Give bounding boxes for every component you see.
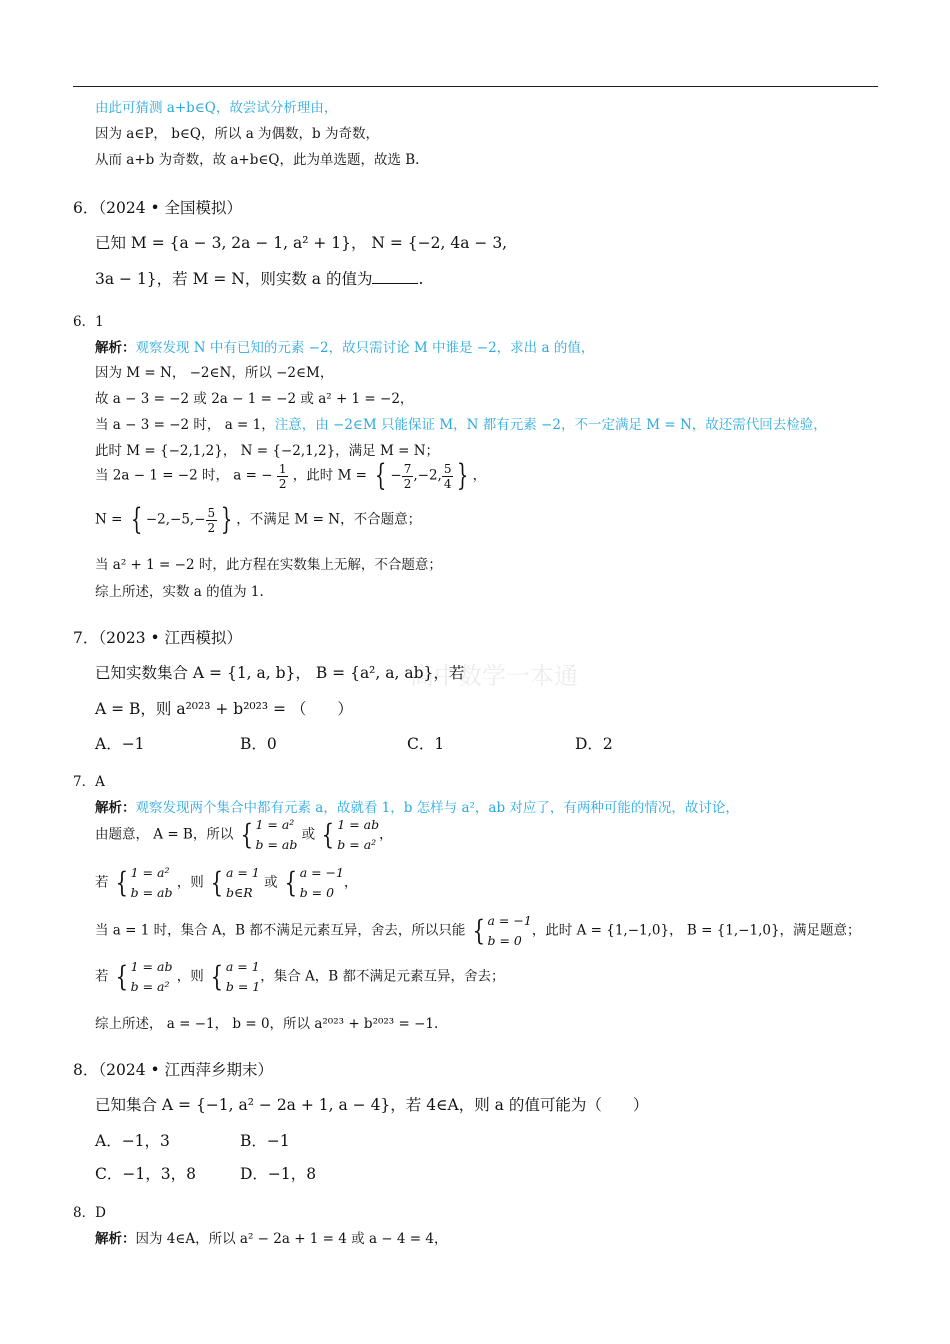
q7-analysis-hint: 观察发现两个集合中都有元素 a，故就看 1，b 怎样与 a²，ab 对应了，有两种可能的情况，故讨论， <box>135 800 739 816</box>
q7-answer: 7．A <box>73 774 105 790</box>
q7-stem-2: A = B，则 a²⁰²³ + b²⁰²³ = （ ） <box>95 700 353 718</box>
q6-answer: 6．1 <box>73 314 104 330</box>
q6-step-5-text-b: ，此时 M = <box>292 467 367 484</box>
q7-step-5: 综上所述， a = −1， b = 0，所以 a²⁰²³ + b²⁰²³ = −1. <box>95 1016 439 1032</box>
q6-stem-1: 已知 M = {a − 3, 2a − 1, a² + 1}， N = {−2, 4a − 3, <box>95 234 508 252</box>
intro-line-3: 从而 a+b 为奇数，故 a+b∈Q，此为单选题，故选 B. <box>95 152 420 168</box>
q6-step-5-text: 当 2a − 1 = −2 时， a = − <box>95 467 273 484</box>
q6-step-6-text: N = <box>95 511 123 528</box>
q7-header: 7．（2023 • 江西模拟） <box>73 629 243 647</box>
q7-system: 1 = ab b = a² <box>337 817 380 852</box>
q7-step-3: 当 a = 1 时，集合 A，B 都不满足元素互异，舍去，所以只能 { a = −1 b = 0，此时 A = {1,−1,0}， B = {1,−1,0}，满足题意； <box>95 911 861 951</box>
q7-stem-1: 已知实数集合 A = {1, a, b}， B = {a², a, ab}，若 <box>95 664 465 682</box>
intro-line-1: 由此可猜测 a+b∈Q，故尝试分析理由， <box>95 100 338 116</box>
q6-step-3-text: 当 a − 3 = −2 时， a = 1， <box>95 417 275 433</box>
q8-analysis-label: 解析： <box>95 1231 136 1247</box>
q7-step-4: 若 { 1 = ab b = a² ，则 { a = 1 b = 1，集合 A，B 都不满足元素互异，舍去； <box>95 957 505 997</box>
q6-fraction: $\frac{7}{2}$ <box>403 461 412 491</box>
q6-fraction: $\frac{1}{2}$ <box>278 461 287 491</box>
q6-step-2: 故 a − 3 = −2 或 2a − 1 = −2 或 a² + 1 = −2， <box>95 391 414 407</box>
q7-step-1: 由题意， A = B，所以 { 1 = a² b = ab 或 { 1 = ab b = a²， <box>95 815 393 855</box>
header-rule <box>73 86 878 87</box>
q6-step-3 <box>95 413 827 433</box>
q8-answer: 8．D <box>73 1205 106 1221</box>
q6-fraction: $\frac{5}{4}$ <box>443 461 452 491</box>
q6-step-3-note: 注意，由 −2∈M 只能保证 M，N 都有元素 −2，不一定满足 M = N，故还需代回去检验， <box>274 417 827 433</box>
q7-system: 1 = a² b = ab <box>255 817 298 852</box>
q6-analysis-hint: 观察发现 N 中有已知的元素 −2，故只需讨论 M 中谁是 −2，求出 a 的值， <box>135 340 595 356</box>
q7-system: 1 = a² b = ab <box>130 865 173 900</box>
q6-fraction: $\frac{5}{2}$ <box>207 505 216 535</box>
q6-answer-blank <box>372 269 418 284</box>
q6-step-6: N = { −2,−5,− $\frac{5}{2}$ } ，不满足 M = N，不合题意； <box>95 502 422 537</box>
q7-option-b: B．0 <box>240 735 277 753</box>
q6-analysis-label: 解析： <box>95 340 136 356</box>
q7-step-2: 若 { 1 = a² b = ab ，则 { a = 1 b∈R 或 { a = −1 b = 0， <box>95 863 358 903</box>
q7-system: a = 1 b = 1 <box>225 959 261 994</box>
q8-header: 8．（2024 • 江西萍乡期末） <box>73 1061 274 1079</box>
q6-analysis <box>95 336 594 356</box>
q8-option-b: B．−1 <box>240 1132 290 1150</box>
intro-line-2: 因为 a∈P， b∈Q，所以 a 为偶数，b 为奇数， <box>95 126 379 142</box>
q6-step-5: 当 2a − 1 = −2 时， a = − $\frac{1}{2}$ ，此时 M = { − $\frac{7}{2}$ ,−2, $\frac{5}{4}$ } ， <box>95 458 487 493</box>
q6-step-7: 当 a² + 1 = −2 时，此方程在实数集上无解，不合题意； <box>95 557 442 573</box>
q8-stem: 已知集合 A = {−1, a² − 2a + 1, a − 4}，若 4∈A，则 a 的值可能为（ ） <box>95 1096 649 1114</box>
q7-analysis <box>95 796 739 816</box>
q6-step-8: 综上所述，实数 a 的值为 1. <box>95 584 264 600</box>
q7-analysis-label: 解析： <box>95 800 136 816</box>
q7-system: a = −1 b = 0 <box>487 913 532 948</box>
q6-header: 6．（2024 • 全国模拟） <box>73 199 243 217</box>
q6-step-6-text-b: ，不满足 M = N，不合题意； <box>236 511 422 528</box>
q6-step-4: 此时 M = {−2,1,2}， N = {−2,1,2}，满足 M = N； <box>95 443 440 459</box>
q7-option-a: A．−1 <box>95 735 145 753</box>
q7-system: 1 = ab b = a² <box>130 959 173 994</box>
q7-system: a = −1 b = 0 <box>299 865 344 900</box>
q7-option-d: D．2 <box>575 735 613 753</box>
q6-stem-2-end: . <box>418 270 424 288</box>
q8-analysis-text: 因为 4∈A，所以 a² − 2a + 1 = 4 或 a − 4 = 4， <box>135 1231 448 1247</box>
q7-option-c: C．1 <box>407 735 445 753</box>
q7-system: a = 1 b∈R <box>225 865 260 900</box>
q8-option-c: C．−1，3，8 <box>95 1165 196 1183</box>
q6-step-1: 因为 M = N， −2∈N，所以 −2∈M， <box>95 365 334 381</box>
q7-step-1-text: 由题意， A = B，所以 <box>95 826 234 843</box>
q8-option-d: D．−1，8 <box>240 1165 317 1183</box>
watermark: 高中数学一本通 <box>410 662 578 690</box>
q8-analysis <box>95 1227 447 1247</box>
q6-stem-2 <box>95 267 423 289</box>
q8-option-a: A．−1，3 <box>95 1132 170 1150</box>
q6-stem-2-text: 3a − 1}，若 M = N，则实数 a 的值为 <box>95 270 373 288</box>
